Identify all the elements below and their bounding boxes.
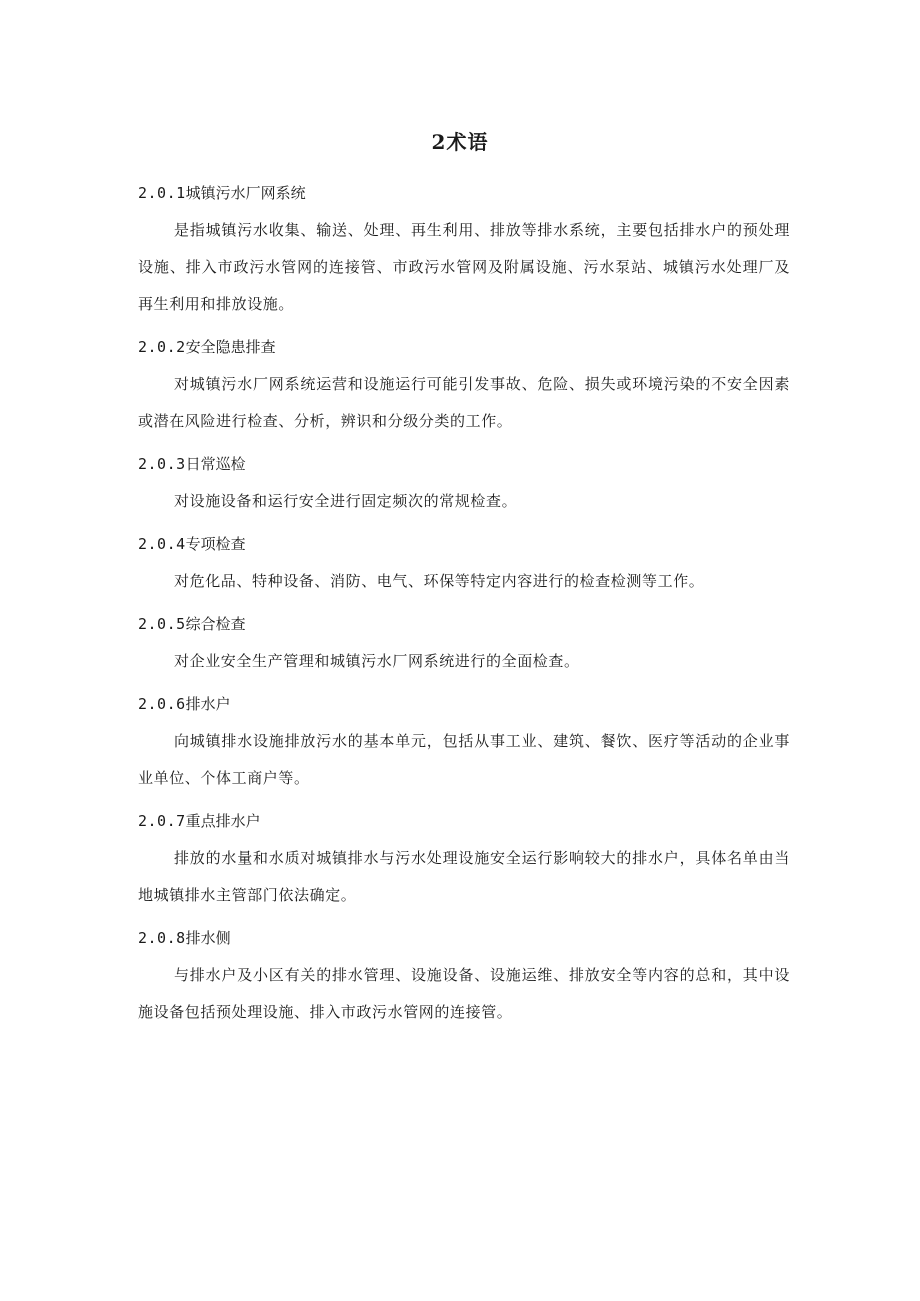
term-heading bbox=[138, 526, 790, 563]
term-definition: 对企业安全生产管理和城镇污水厂网系统进行的全面检查。 bbox=[174, 652, 580, 670]
term-name: 重点排水户 bbox=[185, 812, 261, 830]
term-definition: 与排水户及小区有关的排水管理、设施设备、设施运维、排放安全等内容的总和，其中设施设备包括预处理设施、排入市政污水管网的连接管。 bbox=[138, 966, 790, 1021]
term-definition: 对城镇污水厂网系统运营和设施运行可能引发事故、危险、损失或环境污染的不安全因素或潜在风险进行检查、分析，辨识和分级分类的工作。 bbox=[138, 375, 790, 430]
term-2-0-6 bbox=[138, 686, 790, 797]
term-definition: 向城镇排水设施排放污水的基本单元，包括从事工业、建筑、餐饮、医疗等活动的企业事业单位、个体工商户等。 bbox=[138, 732, 790, 787]
term-definition: 对危化品、特种设备、消防、电气、环保等特定内容进行的检查检测等工作。 bbox=[174, 572, 705, 590]
term-2-0-5 bbox=[138, 606, 790, 680]
term-heading bbox=[138, 606, 790, 643]
term-definition: 对设施设备和运行安全进行固定频次的常规检查。 bbox=[174, 492, 518, 510]
term-name: 排水户 bbox=[185, 695, 231, 713]
term-name: 排水侧 bbox=[185, 929, 231, 947]
term-name: 城镇污水厂网系统 bbox=[185, 184, 306, 202]
term-2-0-1 bbox=[138, 175, 790, 323]
term-heading bbox=[138, 803, 790, 840]
term-heading bbox=[138, 686, 790, 723]
term-number: 2.0.3 bbox=[138, 455, 186, 473]
term-number: 2.0.6 bbox=[138, 695, 186, 713]
term-name: 安全隐患排查 bbox=[185, 338, 276, 356]
term-definition: 排放的水量和水质对城镇排水与污水处理设施安全运行影响较大的排水户，具体名单由当地城镇排水主管部门依法确定。 bbox=[138, 849, 790, 904]
term-2-0-4 bbox=[138, 526, 790, 600]
term-name: 综合检查 bbox=[185, 615, 246, 633]
terms-list bbox=[138, 175, 790, 1037]
term-heading bbox=[138, 329, 790, 366]
term-number: 2.0.4 bbox=[138, 535, 186, 553]
term-number: 2.0.2 bbox=[138, 338, 186, 356]
term-number: 2.0.7 bbox=[138, 812, 186, 830]
term-heading bbox=[138, 175, 790, 212]
term-definition: 是指城镇污水收集、输送、处理、再生利用、排放等排水系统，主要包括排水户的预处理设施、排入市政污水管网的连接管、市政污水管网及附属设施、污水泵站、城镇污水处理厂及再生利用和排放设施。 bbox=[138, 221, 790, 313]
term-number: 2.0.5 bbox=[138, 615, 186, 633]
term-number: 2.0.8 bbox=[138, 929, 186, 947]
term-2-0-2 bbox=[138, 329, 790, 440]
term-heading bbox=[138, 920, 790, 957]
term-2-0-7 bbox=[138, 803, 790, 914]
term-2-0-3 bbox=[138, 446, 790, 520]
section-title: 2术语 bbox=[431, 130, 489, 154]
term-name: 日常巡检 bbox=[185, 455, 246, 473]
term-2-0-8 bbox=[138, 920, 790, 1031]
term-name: 专项检查 bbox=[185, 535, 246, 553]
term-heading bbox=[138, 446, 790, 483]
term-number: 2.0.1 bbox=[138, 184, 186, 202]
